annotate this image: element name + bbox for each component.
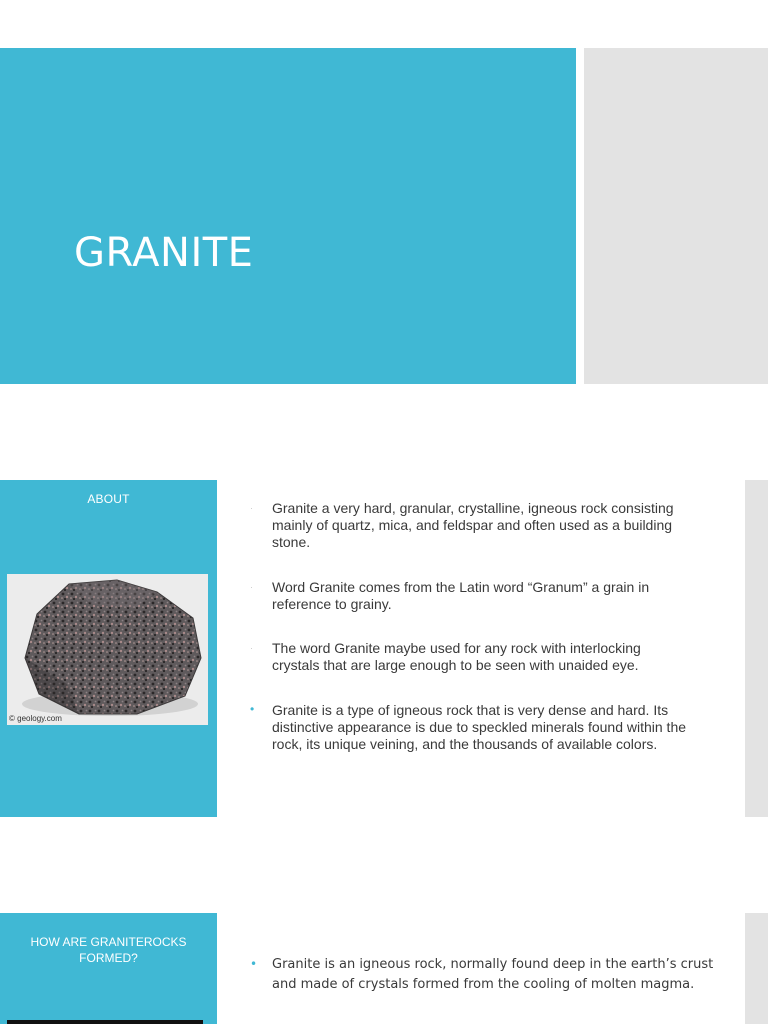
list-item — [248, 702, 688, 753]
list-item — [248, 500, 688, 551]
formation-side-panel — [0, 913, 217, 1024]
bullet-dot-icon: · — [250, 582, 253, 592]
formation-right-edge-panel — [745, 913, 768, 1024]
granite-rock-image — [7, 574, 208, 725]
bullet-text: Granite a very hard, granular, crystalline, igneous rock consisting mainly of quartz, mica, and feldspar and often used as a building stone. — [272, 500, 674, 550]
granite-rock-photo — [7, 574, 208, 725]
bullet-dot-icon: · — [250, 503, 253, 513]
about-right-edge-panel — [745, 480, 768, 817]
bullet-text: Granite is an igneous rock, normally found deep in the earth’s crust and made of crystals formed from the cooling of molten magma. — [272, 957, 714, 992]
bullet-dot-icon: • — [250, 957, 258, 971]
bullet-text: The word Granite maybe used for any rock with interlocking crystals that are large enough to be seen with unaided eye. — [272, 640, 641, 673]
slide-title: GRANITE — [74, 230, 254, 276]
formation-photo — [7, 1020, 203, 1024]
formation-heading: HOW ARE GRANITEROCKS FORMED? — [30, 935, 187, 965]
title-slide-panel — [0, 48, 576, 384]
about-heading: ABOUT — [87, 492, 130, 506]
bullet-dot-icon: · — [250, 643, 253, 653]
title-slide-side-panel — [584, 48, 768, 384]
bullet-text: Word Granite comes from the Latin word “Granum” a grain in reference to grainy. — [272, 579, 650, 612]
formation-bullet — [248, 955, 732, 994]
photo-credit: © geology.com — [9, 714, 62, 723]
about-bullet-list — [248, 500, 688, 753]
list-item — [248, 640, 688, 674]
bullet-dot-icon: • — [250, 702, 255, 716]
list-item — [248, 579, 688, 613]
bullet-text: Granite is a type of igneous rock that is very dense and hard. Its distinctive appearance is due to speckled minerals found within the rock, its unique veining, and the thousands of available colors. — [272, 702, 687, 752]
